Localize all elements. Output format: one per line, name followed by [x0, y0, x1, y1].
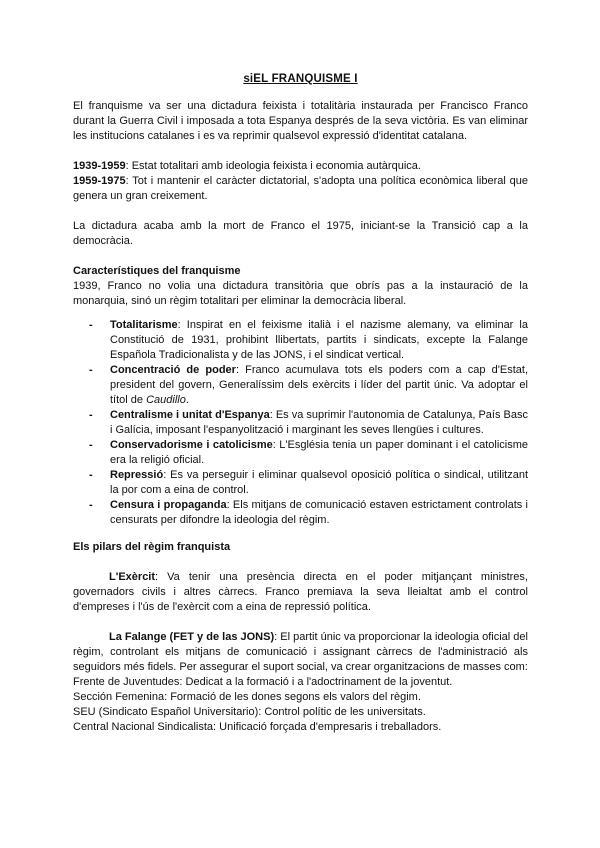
- list-item: [110, 318, 528, 363]
- organization-item: SEU (Sindicato Español Universitario): Control polític de les universitats.: [73, 706, 426, 718]
- period-1-text: : Estat totalitari amb ideologia feixista i economia autàrquica.: [125, 160, 421, 172]
- falange-paragraph: [73, 630, 528, 675]
- organization-item: Central Nacional Sindicalista: Unificació forçada d'empresaris i treballadors.: [73, 721, 442, 733]
- falange-text: : El partit únic va proporcionar la ideologia oficial del règim, controlant els mitjans de comunicació i assignant càrrecs de l'administració als seguidors més fidels. Per assegurar el suport social, va crear organitzacions de masses com:: [73, 631, 528, 673]
- item-text: : Franco acumulava tots els poders com a cap d'Estat, president del govern, Generalíssim dels exèrcits i líder del partit únic. Va adoptar el títol de: [110, 364, 528, 406]
- falange-term: La Falange (FET y de las JONS): [109, 631, 275, 643]
- pillars-heading: Els pilars del règim franquista: [73, 541, 231, 553]
- item-term: Centralisme i unitat d'Espanya: [110, 409, 270, 421]
- item-term: Concentració de poder: [110, 364, 236, 376]
- item-term: Censura i propaganda: [110, 499, 227, 511]
- item-text: : Es va perseguir i eliminar qualsevol oposició política o sindical, utilitzant la por com a eina de control.: [110, 469, 528, 496]
- item-italic: Caudillo: [146, 394, 186, 406]
- army-term: L'Exèrcit: [109, 571, 156, 583]
- period-2: [73, 174, 528, 204]
- army-paragraph: [73, 570, 528, 615]
- item-text: : Inspirat en el feixisme italià i el nazisme alemany, va eliminar la Constitució de 1931, prohibint llibertats, partits i sindicats, excepte la Falange Española Tradicionalista y de las JONS, i el sindicat vertical.: [110, 319, 528, 361]
- characteristics-intro: 1939, Franco no volia una dictadura transitòria que obrís pas a la instauració de la monarquia, sinó un règim totalitari per eliminar la democràcia liberal.: [73, 280, 528, 307]
- period-2-years: 1959-1975: [73, 175, 126, 187]
- spacer: [73, 144, 528, 159]
- end-paragraph: La dictadura acaba amb la mort de Franco el 1975, iniciant-se la Transició cap a la democràcia.: [73, 220, 528, 247]
- spacer: [73, 555, 528, 570]
- army-text: : Va tenir una presència directa en el poder mitjançant ministres, governadors civils i altres càrrecs. Franco premiava la seva lleialtat amb el control d'empreses i l'ús de l'exèrcit com a eina de repressió política.: [73, 571, 528, 613]
- period-2-text: : Tot i mantenir el caràcter dictatorial, s'adopta una política econòmica liberal que genera un gran creixement.: [73, 175, 528, 202]
- list-item: [110, 468, 528, 498]
- list-item: [110, 438, 528, 468]
- period-1-years: 1939-1959: [73, 160, 126, 172]
- list-item: [110, 498, 528, 528]
- document-title: siEL FRANQUISME I: [243, 73, 358, 85]
- item-term: Totalitarisme: [110, 319, 178, 331]
- item-text: : L'Església tenia un paper dominant i el catolicisme era la religió oficial.: [110, 439, 529, 466]
- organization-item: Frente de Juventudes: Dedicat a la formació i a l'adoctrinament de la joventut.: [73, 676, 453, 688]
- spacer: [73, 204, 528, 219]
- item-term: Repressió: [110, 469, 164, 481]
- item-text: : Els mitjans de comunicació estaven estrictament controlats i censurats per difondre la ideologia del règim.: [110, 499, 528, 526]
- characteristics-heading: Característiques del franquisme: [73, 265, 241, 277]
- list-item: [110, 408, 528, 438]
- spacer: [73, 249, 528, 264]
- characteristics-list: [73, 318, 528, 528]
- spacer: [73, 528, 528, 540]
- item-text: : Es va suprimir l'autonomia de Catalunya, País Basc i Galícia, imposant l'espanyolització i marginant les seves llengües i cultures.: [110, 409, 528, 436]
- intro-paragraph: El franquisme va ser una dictadura feixista i totalitària instaurada per Francisco Franco durant la Guerra Civil i imposada a tota Espanya després de la seva victòria. Es van eliminar les institucions catalanes i es va reprimir qualsevol expressió d'identitat catalana.: [73, 100, 528, 142]
- spacer: [73, 615, 528, 630]
- item-tail: .: [185, 394, 189, 406]
- list-item: [110, 363, 528, 408]
- period-1: [73, 159, 528, 174]
- item-term: Conservadorisme i catolicisme: [110, 439, 273, 451]
- organization-item: Sección Femenina: Formació de les dones segons els valors del règim.: [73, 691, 421, 703]
